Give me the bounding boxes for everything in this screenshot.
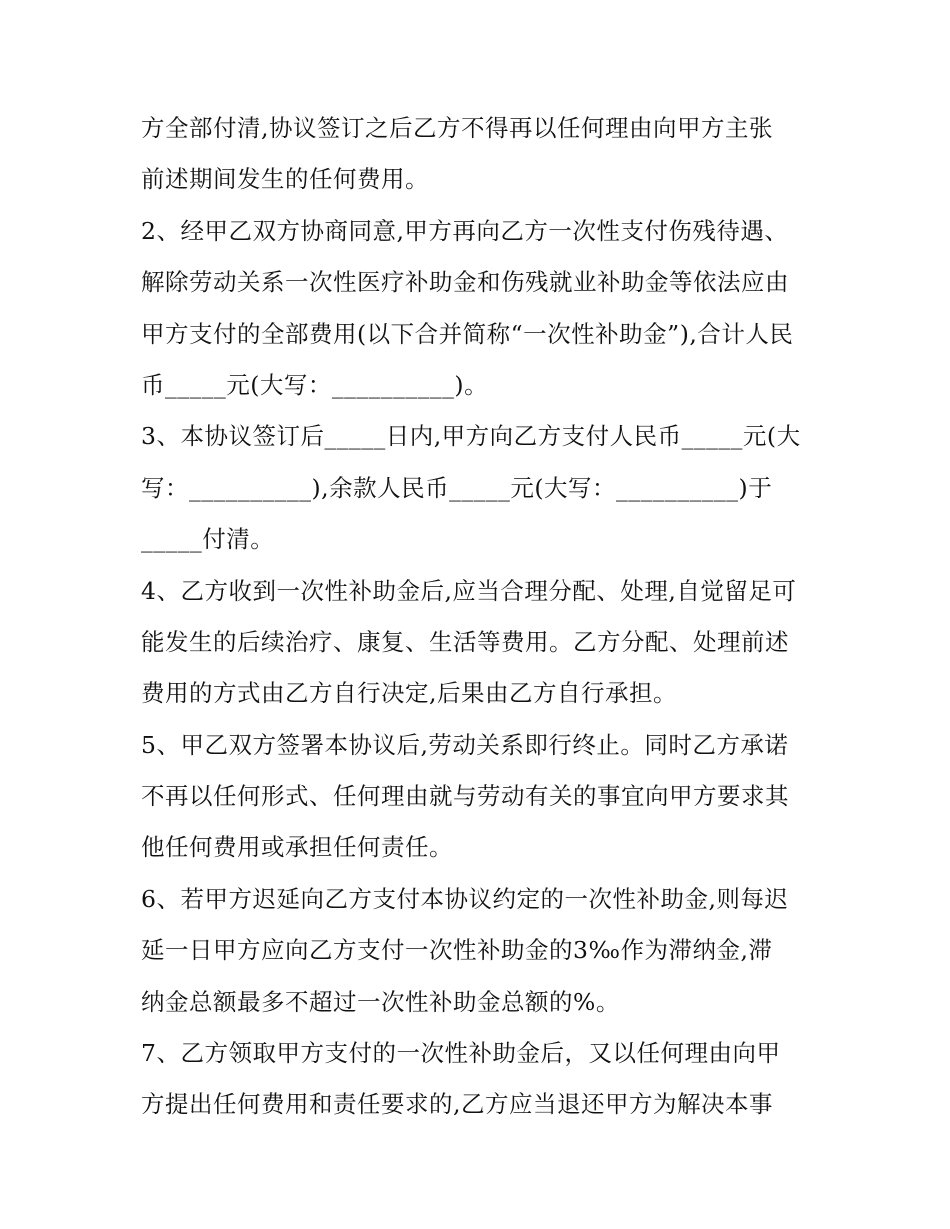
clause-2-line: 2、经甲乙双方协商同意,甲方再向乙方一次性支付伤残待遇、 xyxy=(141,216,789,245)
clause-3-line: 3、本协议签订后_____日内,甲方向乙方支付人民币_____元(大 xyxy=(141,422,801,451)
agreement-text xyxy=(141,103,821,1131)
text-line: 他任何费用或承担任何责任。 xyxy=(141,833,453,862)
text-line: 费用的方式由乙方自行决定,后果由乙方自行承担。 xyxy=(141,679,677,708)
text-line: _____付清。 xyxy=(141,525,275,554)
text-line: 方全部付清,协议签订之后乙方不得再以任何理由向甲方主张 xyxy=(141,114,773,142)
clause-6-line: 6、若甲方迟延向乙方支付本协议约定的一次性补助金,则每迟 xyxy=(141,884,789,913)
text-line: 前述期间发生的任何费用。 xyxy=(141,165,429,194)
text-line: 不再以任何形式、任何理由就与劳动有关的事宜向甲方要求其 xyxy=(141,782,789,811)
clause-5-line: 5、甲乙双方签署本协议后,劳动关系即行终止。同时乙方承诺 xyxy=(141,730,789,759)
text-line: 延一日甲方应向乙方支付一次性补助金的3‰作为滞纳金,滞 xyxy=(141,936,773,965)
clause-4-line: 4、乙方收到一次性补助金后,应当合理分配、处理,自觉留足可 xyxy=(141,576,797,605)
clause-7-line: 7、乙方领取甲方支付的一次性补助金后，又以任何理由向甲 xyxy=(141,1039,781,1068)
text-line: 币_____元(大写：__________)。 xyxy=(141,370,489,399)
text-line: 写：__________),余款人民币_____元(大写：__________)于 xyxy=(141,473,773,502)
text-line: 甲方支付的全部费用(以下合并简称“一次性补助金”),合计人民 xyxy=(141,319,794,348)
text-line: 解除劳动关系一次性医疗补助金和伤残就业补助金等依法应由 xyxy=(141,268,789,297)
text-line: 能发生的后续治疗、康复、生活等费用。乙方分配、处理前述 xyxy=(141,627,789,656)
text-line: 纳金总额最多不超过一次性补助金总额的%。 xyxy=(141,987,620,1016)
text-line: 方提出任何费用和责任要求的,乙方应当退还甲方为解决本事 xyxy=(141,1090,773,1119)
